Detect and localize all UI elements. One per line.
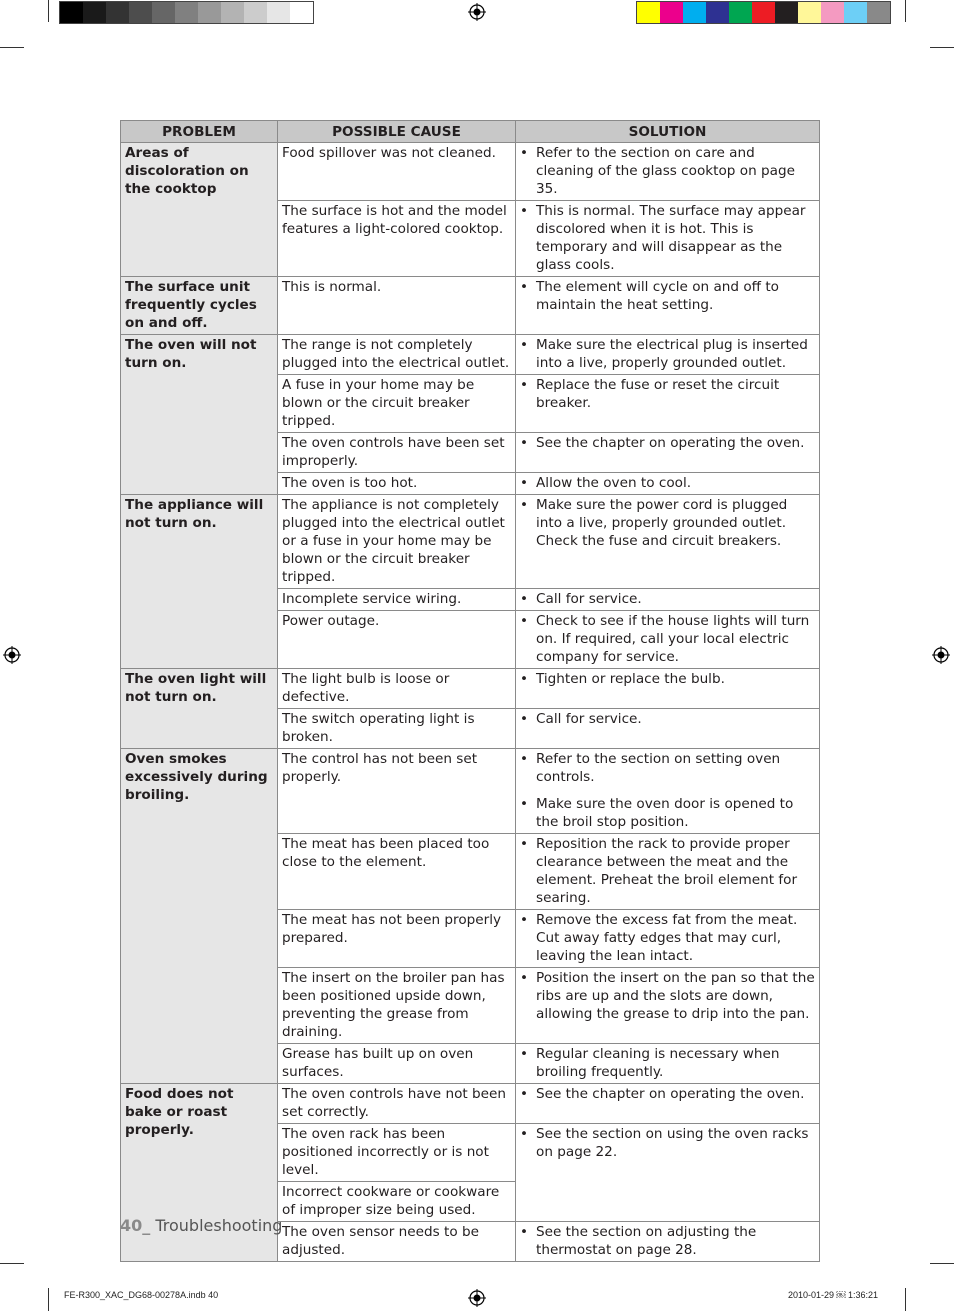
solution-item [520, 1223, 815, 1259]
gray-swatch [60, 2, 83, 23]
registration-mark-icon [468, 1289, 486, 1307]
page-footer [120, 1216, 282, 1235]
cause-cell: Incomplete service wiring. [278, 589, 516, 611]
solution-item [520, 144, 815, 198]
bullet-icon: • [520, 912, 529, 928]
gray-swatch [106, 2, 129, 23]
bullet-icon: • [520, 1086, 529, 1102]
solution-text: Tighten or replace the bulb. [536, 671, 725, 687]
table-row [121, 1084, 820, 1124]
crop-mark [0, 47, 24, 48]
solution-text: See the chapter on operating the oven. [536, 1086, 805, 1102]
solution-cell [516, 335, 820, 375]
gray-swatch [198, 2, 221, 23]
problem-cell: The oven light will not turn on. [121, 669, 278, 749]
solution-item [520, 911, 815, 965]
solution-text: Call for service. [536, 591, 642, 607]
table-row [121, 749, 820, 834]
solution-text: The element will cycle on and off to maintain the heat setting. [536, 279, 780, 313]
solution-item [520, 750, 815, 786]
registration-mark-icon [3, 646, 21, 664]
registration-mark-icon [468, 3, 486, 21]
solution-cell [516, 433, 820, 473]
cause-cell: The oven controls have been set improperly. [278, 433, 516, 473]
cause-cell: The oven rack has been positioned incorrectly or is not level. [278, 1124, 516, 1182]
problem-cell: Areas of discoloration on the cooktop [121, 143, 278, 277]
color-swatch [798, 2, 821, 23]
solution-cell [516, 589, 820, 611]
cause-cell: The range is not completely plugged into the electrical outlet. [278, 335, 516, 375]
problem-cell: Food does not bake or roast properly. [121, 1084, 278, 1262]
bullet-icon: • [520, 970, 529, 986]
solution-item [520, 710, 815, 728]
bullet-icon: • [520, 1046, 529, 1062]
bullet-icon: • [520, 836, 529, 852]
gray-swatch [83, 2, 106, 23]
solution-text: Make sure the power cord is plugged into a live, properly grounded outlet. Check the fuse and circuit breakers. [536, 497, 788, 549]
crop-mark [930, 47, 954, 48]
gray-swatch [244, 2, 267, 23]
solution-cell [516, 201, 820, 277]
registration-mark-icon [932, 646, 950, 664]
header-problem: PROBLEM [121, 121, 278, 143]
section-name: Troubleshooting [150, 1216, 283, 1235]
color-swatch [752, 2, 775, 23]
solution-item [520, 795, 815, 831]
bullet-icon: • [520, 613, 529, 629]
color-swatch [660, 2, 683, 23]
troubleshooting-table [120, 120, 820, 1262]
bullet-icon: • [520, 475, 529, 491]
cause-cell: A fuse in your home may be blown or the circuit breaker tripped. [278, 375, 516, 433]
solution-cell [516, 709, 820, 749]
solution-item [520, 474, 815, 492]
solution-text: Make sure the electrical plug is inserted into a live, properly grounded outlet. [536, 337, 808, 371]
table-row [121, 335, 820, 375]
table-row [121, 143, 820, 201]
problem-cell: The surface unit frequently cycles on and off. [121, 277, 278, 335]
cause-cell: The meat has not been properly prepared. [278, 910, 516, 968]
cause-cell: The light bulb is loose or defective. [278, 669, 516, 709]
solution-cell [516, 834, 820, 910]
cause-cell: The surface is hot and the model features a light-colored cooktop. [278, 201, 516, 277]
solution-cell [516, 611, 820, 669]
solution-text: This is normal. The surface may appear discolored when it is hot. This is temporary and will disappear as the glass cools. [536, 203, 806, 273]
page-number: 40_ [120, 1216, 151, 1235]
solution-text: Allow the oven to cool. [536, 475, 692, 491]
gray-swatch [129, 2, 152, 23]
solution-text: Position the insert on the pan so that the ribs are up and the slots are down, allowing the grease to drip into the pan. [536, 970, 815, 1022]
crop-mark [0, 1263, 24, 1264]
solution-item [520, 969, 815, 1023]
solution-cell [516, 968, 820, 1044]
solution-item [520, 496, 815, 550]
color-swatch [729, 2, 752, 23]
solution-cell [516, 277, 820, 335]
cause-cell: Grease has built up on oven surfaces. [278, 1044, 516, 1084]
solution-item [520, 670, 815, 688]
bullet-icon: • [520, 591, 529, 607]
crop-mark [905, 0, 906, 22]
cause-cell: The oven is too hot. [278, 473, 516, 495]
color-swatch [706, 2, 729, 23]
solution-text: Replace the fuse or reset the circuit breaker. [536, 377, 780, 411]
table-row [121, 277, 820, 335]
problem-cell: The oven will not turn on. [121, 335, 278, 495]
solution-text: Call for service. [536, 711, 642, 727]
bullet-icon: • [520, 711, 529, 727]
crop-mark [930, 1263, 954, 1264]
date-slug: 2010-01-29 ￼ 1:36:21 [788, 1290, 879, 1300]
bullet-icon: • [520, 145, 529, 161]
solution-cell [516, 669, 820, 709]
color-calibration-bar [636, 1, 891, 24]
header-solution: SOLUTION [516, 121, 820, 143]
cause-cell: Food spillover was not cleaned. [278, 143, 516, 201]
bullet-icon: • [520, 337, 529, 353]
table-row [121, 669, 820, 709]
cause-cell: The control has not been set properly. [278, 749, 516, 834]
color-swatch [637, 2, 660, 23]
bullet-icon: • [520, 751, 529, 767]
solution-cell [516, 749, 820, 834]
solution-cell [516, 1044, 820, 1084]
file-slug: FE-R300_XAC_DG68-00278A.indb 40 [64, 1290, 219, 1300]
table-header-row [121, 121, 820, 143]
solution-cell [516, 143, 820, 201]
cause-cell: The insert on the broiler pan has been positioned upside down, preventing the grease from draining. [278, 968, 516, 1044]
color-swatch [844, 2, 867, 23]
solution-text: Remove the excess fat from the meat. Cut away fatty edges that may curl, leaving the lean intact. [536, 912, 798, 964]
cause-cell: The switch operating light is broken. [278, 709, 516, 749]
bullet-icon: • [520, 377, 529, 393]
solution-item [520, 1045, 815, 1081]
cause-cell: Incorrect cookware or cookware of improper size being used. [278, 1182, 516, 1222]
crop-mark [48, 0, 49, 22]
color-swatch [867, 2, 890, 23]
cause-cell: The oven sensor needs to be adjusted. [278, 1222, 516, 1262]
solution-text: See the section on using the oven racks on page 22. [536, 1126, 809, 1160]
solution-item [520, 434, 815, 452]
crop-mark [905, 1288, 906, 1311]
solution-text: Refer to the section on care and cleaning of the glass cooktop on page 35. [536, 145, 795, 197]
bullet-icon: • [520, 435, 529, 451]
cause-cell: This is normal. [278, 277, 516, 335]
solution-cell [516, 1084, 820, 1124]
bullet-icon: • [520, 497, 529, 513]
table-row [121, 495, 820, 589]
solution-cell [516, 473, 820, 495]
solution-text: See the chapter on operating the oven. [536, 435, 805, 451]
bullet-icon: • [520, 203, 529, 219]
solution-text: Make sure the oven door is opened to the broil stop position. [536, 796, 794, 830]
solution-cell [516, 495, 820, 589]
solution-cell [516, 910, 820, 968]
solution-item [520, 835, 815, 907]
solution-item [520, 612, 815, 666]
cause-cell: The oven controls have not been set correctly. [278, 1084, 516, 1124]
cause-cell: The meat has been placed too close to the element. [278, 834, 516, 910]
color-swatch [821, 2, 844, 23]
gray-swatch [290, 2, 313, 23]
solution-item [520, 336, 815, 372]
bullet-icon: • [520, 279, 529, 295]
crop-mark [48, 1288, 49, 1311]
solution-item [520, 1125, 815, 1161]
bullet-icon: • [520, 796, 529, 812]
solution-text: See the section on adjusting the thermostat on page 28. [536, 1224, 757, 1258]
problem-cell: Oven smokes excessively during broiling. [121, 749, 278, 1084]
solution-item [520, 376, 815, 412]
solution-cell [516, 1222, 820, 1262]
bullet-icon: • [520, 1224, 529, 1240]
header-possible-cause: POSSIBLE CAUSE [278, 121, 516, 143]
solution-item [520, 202, 815, 274]
solution-cell [516, 375, 820, 433]
solution-item [520, 1085, 815, 1103]
grayscale-calibration-bar [59, 1, 314, 24]
problem-cell: The appliance will not turn on. [121, 495, 278, 669]
cause-cell: The appliance is not completely plugged into the electrical outlet or a fuse in your home may be blown or the circuit breaker tripped. [278, 495, 516, 589]
bullet-icon: • [520, 671, 529, 687]
color-swatch [683, 2, 706, 23]
solution-text: Reposition the rack to provide proper clearance between the meat and the element. Preheat the broil element for searing. [536, 836, 798, 906]
solution-cell [516, 1124, 820, 1222]
gray-swatch [267, 2, 290, 23]
bullet-icon: • [520, 1126, 529, 1142]
solution-text: Refer to the section on setting oven controls. [536, 751, 781, 785]
gray-swatch [152, 2, 175, 23]
gray-swatch [221, 2, 244, 23]
solution-text: Regular cleaning is necessary when broiling frequently. [536, 1046, 780, 1080]
solution-item [520, 590, 815, 608]
solution-item [520, 278, 815, 314]
cause-cell: Power outage. [278, 611, 516, 669]
gray-swatch [175, 2, 198, 23]
solution-text: Check to see if the house lights will turn on. If required, call your local electric company for service. [536, 613, 810, 665]
color-swatch [775, 2, 798, 23]
